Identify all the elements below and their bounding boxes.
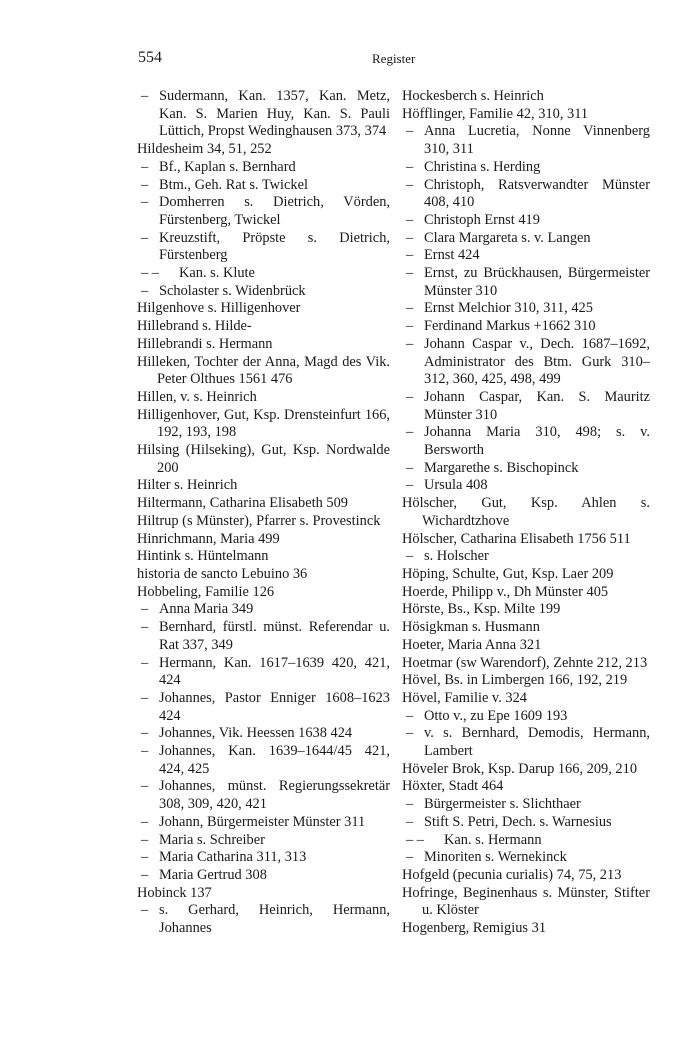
index-entry: Höping, Schulte, Gut, Ksp. Laer 209 [402,565,614,582]
index-entry: – Maria Catharina 311, 313 [141,849,307,866]
index-entry: Höveler Brok, Ksp. Darup 166, 209, 210 [402,760,638,777]
entry-dash: – [141,831,149,848]
index-entry: – – Kan. s. Hermann [406,831,542,848]
index-entry: – Johannes, Pastor Enniger 1608–1623 424 [141,689,390,724]
entry-dash: – [141,866,149,883]
index-entry: Hilligenhover, Gut, Ksp. Drensteinfurt 166, 192, 193, 198 [137,406,390,441]
index-entry: – Ferdinand Markus +1662 310 [406,318,596,335]
entry-dash: – [141,88,149,104]
entry-dash: – [406,796,414,813]
entry-dash: – [141,654,149,671]
entry-dash: – [406,176,414,193]
entry-dash: – [141,849,149,866]
entry-dash: – [406,158,414,175]
index-entry: Hofringe, Beginenhaus s. Münster, Stifter u. Klöster [402,884,650,919]
index-entry: Hölscher, Gut, Ksp. Ahlen s. Wichardtzhove [402,495,650,529]
index-entry: – Anna Maria 349 [141,601,254,618]
index-entry: – Otto v., zu Epe 1609 193 [406,707,568,724]
index-entry: Höfflinger, Familie 42, 310, 311 [402,105,589,122]
index-entry: – Ernst, zu Brückhausen, Bürgermeister Münster 310 [406,265,650,299]
index-entry: – Ernst 424 [406,247,480,264]
index-entry: – Maria Gertrud 308 [141,866,267,883]
entry-dash: – [141,229,149,246]
index-entry: – Btm., Geh. Rat s. Twickel [141,176,309,193]
entry-dash: – [406,123,414,140]
entry-dash: – [141,158,149,175]
index-entry: Höxter, Stadt 464 [402,778,504,795]
entry-dash: – [141,813,149,830]
index-entry: – Hermann, Kan. 1617–1639 420, 421, 424 [141,654,390,689]
index-entry: Hockesberch s. Heinrich [402,88,544,104]
index-entry: – Domherren s. Dietrich, Vörden, Fürstenberg, Twickel [141,194,390,228]
entry-dash: – [141,778,149,795]
index-entry: Hiltrup (s Münster), Pfarrer s. Provestinck [137,512,381,529]
entry-dash: – [406,424,414,441]
index-entry: Hintink s. Hüntelmann [137,548,269,565]
entry-dash: – [406,211,414,228]
entry-dash: – [406,849,414,866]
index-entry: – Johann Caspar v., Dech. 1687–1692, Administrator des Btm. Gurk 310–312, 360, 425, 498, 499 [406,335,650,388]
entry-dash: – [406,707,414,724]
entry-dash: – [406,459,414,476]
index-entry: – Sudermann, Kan. 1357, Kan. Metz, Kan. S. Marien Huy, Kan. S. Pauli Lüttich, Propst Wedinghausen 373, 374 [141,88,390,140]
running-head: Register [372,51,416,66]
index-entry: Hildesheim 34, 51, 252 [137,141,272,158]
index-entry: – Johanna Maria 310, 498; s. v. Bersworth [406,424,650,459]
index-entry: – Johann Caspar, Kan. S. Mauritz Münster 310 [406,388,650,423]
entry-dash: – [141,619,149,636]
index-entry: Hoerde, Philipp v., Dh Münster 405 [402,583,609,600]
index-entry: Hövel, Familie v. 324 [402,689,527,706]
index-entry: – s. Gerhard, Heinrich, Hermann, Johannes [141,902,390,937]
index-entry: – Johann, Bürgermeister Münster 311 [141,813,366,830]
entry-dash: – [406,265,414,282]
index-entry: Hillebrandi s. Hermann [137,335,273,352]
index-entry: Hölscher, Catharina Elisabeth 1756 511 [402,530,631,547]
index-entry: – s. Holscher [406,548,489,565]
entry-dash: – [406,725,414,742]
entry-dash: – [406,318,414,335]
index-entry: – Maria s. Schreiber [141,831,265,848]
index-entry: Hilter s. Heinrich [137,477,238,494]
index-entry: – Scholaster s. Widenbrück [141,282,306,299]
entry-dash: – [141,601,149,618]
entry-dash: – [141,194,149,211]
index-entry: Hövel, Bs. in Limbergen 166, 192, 219 [402,672,628,689]
index-entry: – Kreuzstift, Pröpste s. Dietrich, Fürstenberg [141,229,390,264]
index-entry: – Johannes, münst. Regierungssekretär 308, 309, 420, 421 [141,778,390,813]
entry-dash: – [406,388,414,405]
entry-dash: – [406,813,414,830]
index-entry: – Anna Lucretia, Nonne Vinnenberg 310, 311 [406,123,650,158]
entry-dash: – [141,902,149,919]
index-entry: – Ernst Melchior 310, 311, 425 [406,300,593,317]
page-number: 554 [138,49,162,66]
entry-dash: – [141,282,149,299]
index-entry: Hobbeling, Familie 126 [137,583,275,600]
index-entry: – v. s. Bernhard, Demodis, Hermann, Lambert [406,725,650,760]
entry-dash: – [141,176,149,193]
entry-dash: – – [406,831,424,848]
index-entry: – Ursula 408 [406,477,488,494]
index-entry: – Johannes, Kan. 1639–1644/45 421, 424, 425 [141,743,390,777]
index-entry: Hillen, v. s. Heinrich [137,388,257,405]
entry-dash: – – [141,265,159,282]
index-entry: Hilsing (Hilseking), Gut, Ksp. Nordwalde 200 [137,442,390,476]
entry-dash: – [406,247,414,264]
index-entry: – Bf., Kaplan s. Bernhard [141,158,296,175]
index-entry: – Stift S. Petri, Dech. s. Warnesius [406,813,612,830]
index-entry: – Clara Margareta s. v. Langen [406,229,591,246]
index-entry: Hobinck 137 [137,884,212,901]
index-entry: Hösigkman s. Husmann [402,619,540,636]
index-entry: Hörste, Bs., Ksp. Milte 199 [402,601,561,618]
index-entry: Hoeter, Maria Anna 321 [402,636,542,653]
index-column-right [402,88,650,938]
entry-dash: – [406,477,414,494]
index-entry: – Bernhard, fürstl. münst. Referendar u. Rat 337, 349 [141,619,390,653]
index-entry: – Bürgermeister s. Slichthaer [406,796,581,813]
index-entry: Hogenberg, Remigius 31 [402,920,547,937]
index-entry: – Margarethe s. Bischopinck [406,459,579,476]
entry-dash: – [406,229,414,246]
index-column-left [137,88,390,938]
entry-dash: – [406,548,414,565]
index-entry: Hofgeld (pecunia curialis) 74, 75, 213 [402,866,622,883]
index-entry: Hinrichmann, Maria 499 [137,530,280,547]
entry-dash: – [141,743,149,760]
index-entry: – Minoriten s. Wernekinck [406,849,567,866]
index-entry: Hiltermann, Catharina Elisabeth 509 [137,495,349,512]
index-entry: – Christoph, Ratsverwandter Münster 408, 410 [406,176,650,211]
index-entry: – Christoph Ernst 419 [406,211,540,228]
index-entry: Hillebrand s. Hilde- [137,318,252,335]
index-entry: Hilleken, Tochter der Anna, Magd des Vik. Peter Olthues 1561 476 [137,353,390,388]
index-entry: – Christina s. Herding [406,158,541,175]
index-entry: historia de sancto Lebuino 36 [137,565,308,582]
entry-dash: – [406,300,414,317]
index-entry: Hoetmar (sw Warendorf), Zehnte 212, 213 [402,654,648,671]
index-entry: – Johannes, Vik. Heessen 1638 424 [141,725,353,742]
entry-dash: – [406,335,414,352]
entry-dash: – [141,689,149,706]
index-entry: – – Kan. s. Klute [141,265,255,282]
entry-dash: – [141,725,149,742]
index-entry: Hilgenhove s. Hilligenhover [137,300,301,317]
